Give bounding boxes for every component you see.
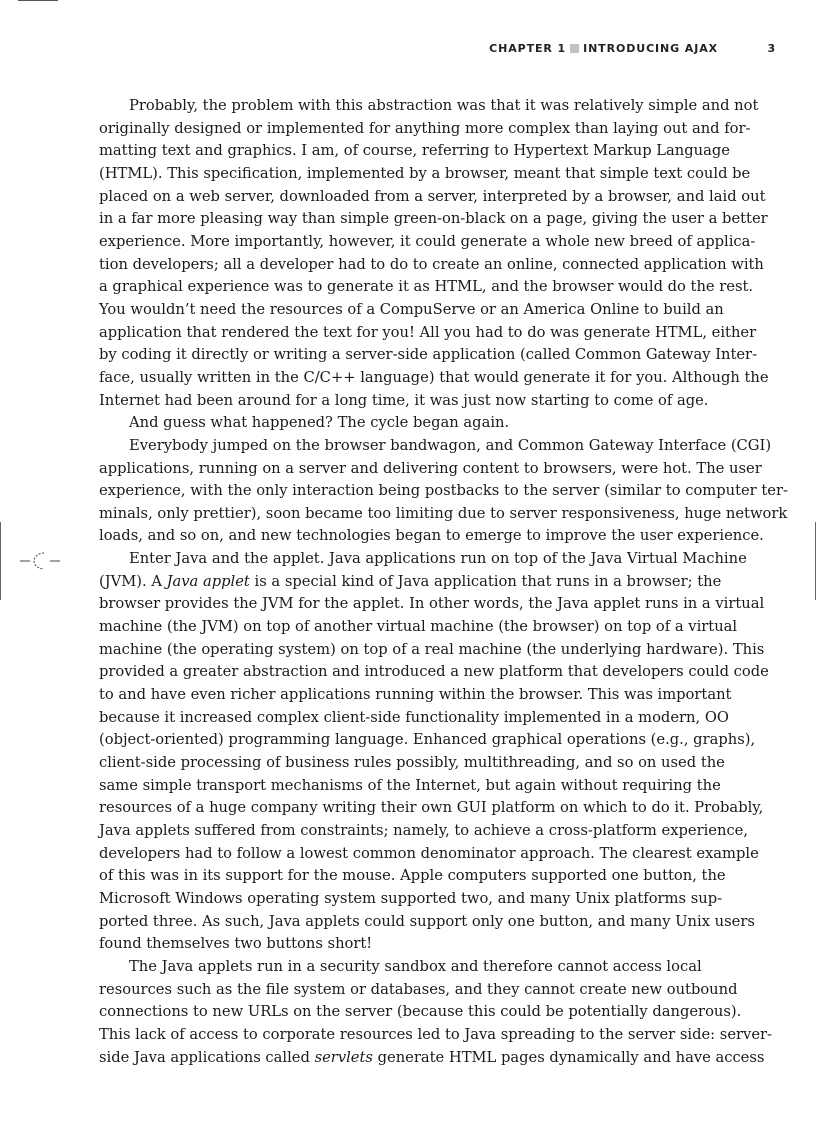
text-line — [99, 571, 722, 594]
text-line: originally designed or implemented for anything more complex than laying out and for- — [99, 119, 751, 137]
text-line: by coding it directly or writing a server-side application (called Common Gateway Inter- — [99, 346, 758, 364]
text-line: Microsoft Windows operating system supported two, and many Unix platforms sup- — [99, 889, 723, 907]
text-line: found themselves two buttons short! — [99, 935, 373, 953]
text-line: a graphical experience was to generate it as HTML, and the browser would do the rest. — [99, 278, 754, 296]
text-segment: is a special kind of Java application that runs in a browser; the — [249, 572, 722, 590]
text-line: application that rendered the text for you! All you had to do was generate HTML, either — [99, 323, 757, 341]
text-line: in a far more pleasing way than simple green-on-black on a page, giving the user a better — [99, 210, 768, 228]
text-line: provided a greater abstraction and introduced a new platform that developers could code — [99, 663, 769, 681]
text-line: to and have even richer applications running within the browser. This was important — [99, 686, 732, 704]
text-line: developers had to follow a lowest common denominator approach. The clearest example — [99, 844, 759, 862]
text-line: applications, running on a server and delivering content to browsers, were hot. The user — [99, 459, 762, 477]
text-line: machine (the operating system) on top of a real machine (the underlying hardware). This — [99, 640, 765, 658]
text-line: Java applets suffered from constraints; namely, to achieve a cross-platform experience, — [99, 822, 749, 839]
text-line: tion developers; all a developer had to do to create an online, connected application with — [99, 255, 764, 273]
text-line: minals, only prettier), soon became too limiting due to server responsiveness, huge network — [99, 504, 788, 522]
text-line: experience, with the only interaction being postbacks to the server (similar to computer ter- — [99, 482, 788, 500]
text-segment: (JVM). A — [99, 572, 167, 590]
text-line: (object-oriented) programming language. Enhanced graphical operations (e.g., graphs), — [99, 731, 756, 749]
text-segment: side Java applications called — [99, 1048, 315, 1066]
text-line: Probably, the problem with this abstraction was that it was relatively simple and not — [129, 97, 759, 114]
text-line — [99, 1047, 765, 1070]
text-line: matting text and graphics. I am, of course, referring to Hypertext Markup Language — [99, 142, 730, 160]
text-line: Internet had been around for a long time, it was just now starting to come of age. — [99, 391, 709, 409]
text-line: resources of a huge company writing their own GUI platform on which to do it. Probably, — [99, 799, 764, 817]
text-segment: generate HTML pages dynamically and have access — [372, 1048, 765, 1066]
page-number: 3 — [767, 42, 776, 55]
body-text — [99, 95, 788, 1069]
text-line: because it increased complex client-side functionality implemented in a modern, OO — [99, 708, 729, 726]
text-line: And guess what happened? The cycle began again. — [129, 414, 510, 432]
italic-term: Java applet — [166, 572, 250, 590]
separator-square-icon — [570, 44, 579, 53]
text-line: machine (the JVM) on top of another virtual machine (the browser) on top of a virtual — [99, 618, 738, 636]
chapter-title: INTRODUCING AJAX — [583, 42, 718, 55]
text-line: This lack of access to corporate resources led to Java spreading to the server side: server- — [99, 1025, 773, 1043]
italic-term: servlets — [314, 1048, 373, 1066]
text-line: (HTML). This specification, implemented by a browser, meant that simple text could be — [99, 164, 751, 182]
crop-mark-top — [18, 0, 58, 1]
chapter-label: CHAPTER 1 — [489, 42, 567, 55]
text-line: loads, and so on, and new technologies began to emerge to improve the user experience. — [99, 527, 764, 545]
text-line: You wouldn’t need the resources of a CompuServe or an America Online to build an — [99, 300, 724, 318]
text-line: same simple transport mechanisms of the Internet, but again without requiring the — [99, 776, 721, 794]
text-line: Enter Java and the applet. Java applications run on top of the Java Virtual Machine — [129, 550, 747, 568]
text-line: experience. More importantly, however, it could generate a whole new breed of applica- — [99, 232, 756, 250]
text-line: resources such as the file system or databases, and they cannot create new outbound — [99, 980, 738, 998]
text-line: The Java applets run in a security sandbox and therefore cannot access local — [129, 957, 702, 975]
text-line: Everybody jumped on the browser bandwagon, and Common Gateway Interface (CGI) — [129, 436, 772, 454]
crop-mark-left — [0, 522, 1, 600]
text-line: client-side processing of business rules possibly, multithreading, and so on used the — [99, 754, 725, 772]
text-line: ported three. As such, Java applets could support only one button, and many Unix users — [99, 912, 755, 930]
registration-mark-icon — [20, 548, 60, 574]
text-line: browser provides the JVM for the applet. In other words, the Java applet runs in a virtual — [99, 595, 765, 613]
text-line: connections to new URLs on the server (because this could be potentially dangerous). — [99, 1003, 742, 1021]
text-line: face, usually written in the C/C++ language) that would generate it for you. Although the — [99, 368, 769, 386]
text-line: of this was in its support for the mouse. Apple computers supported one button, the — [99, 867, 726, 885]
chapter-heading — [489, 42, 718, 55]
text-line: placed on a web server, downloaded from a server, interpreted by a browser, and laid out — [99, 187, 766, 205]
